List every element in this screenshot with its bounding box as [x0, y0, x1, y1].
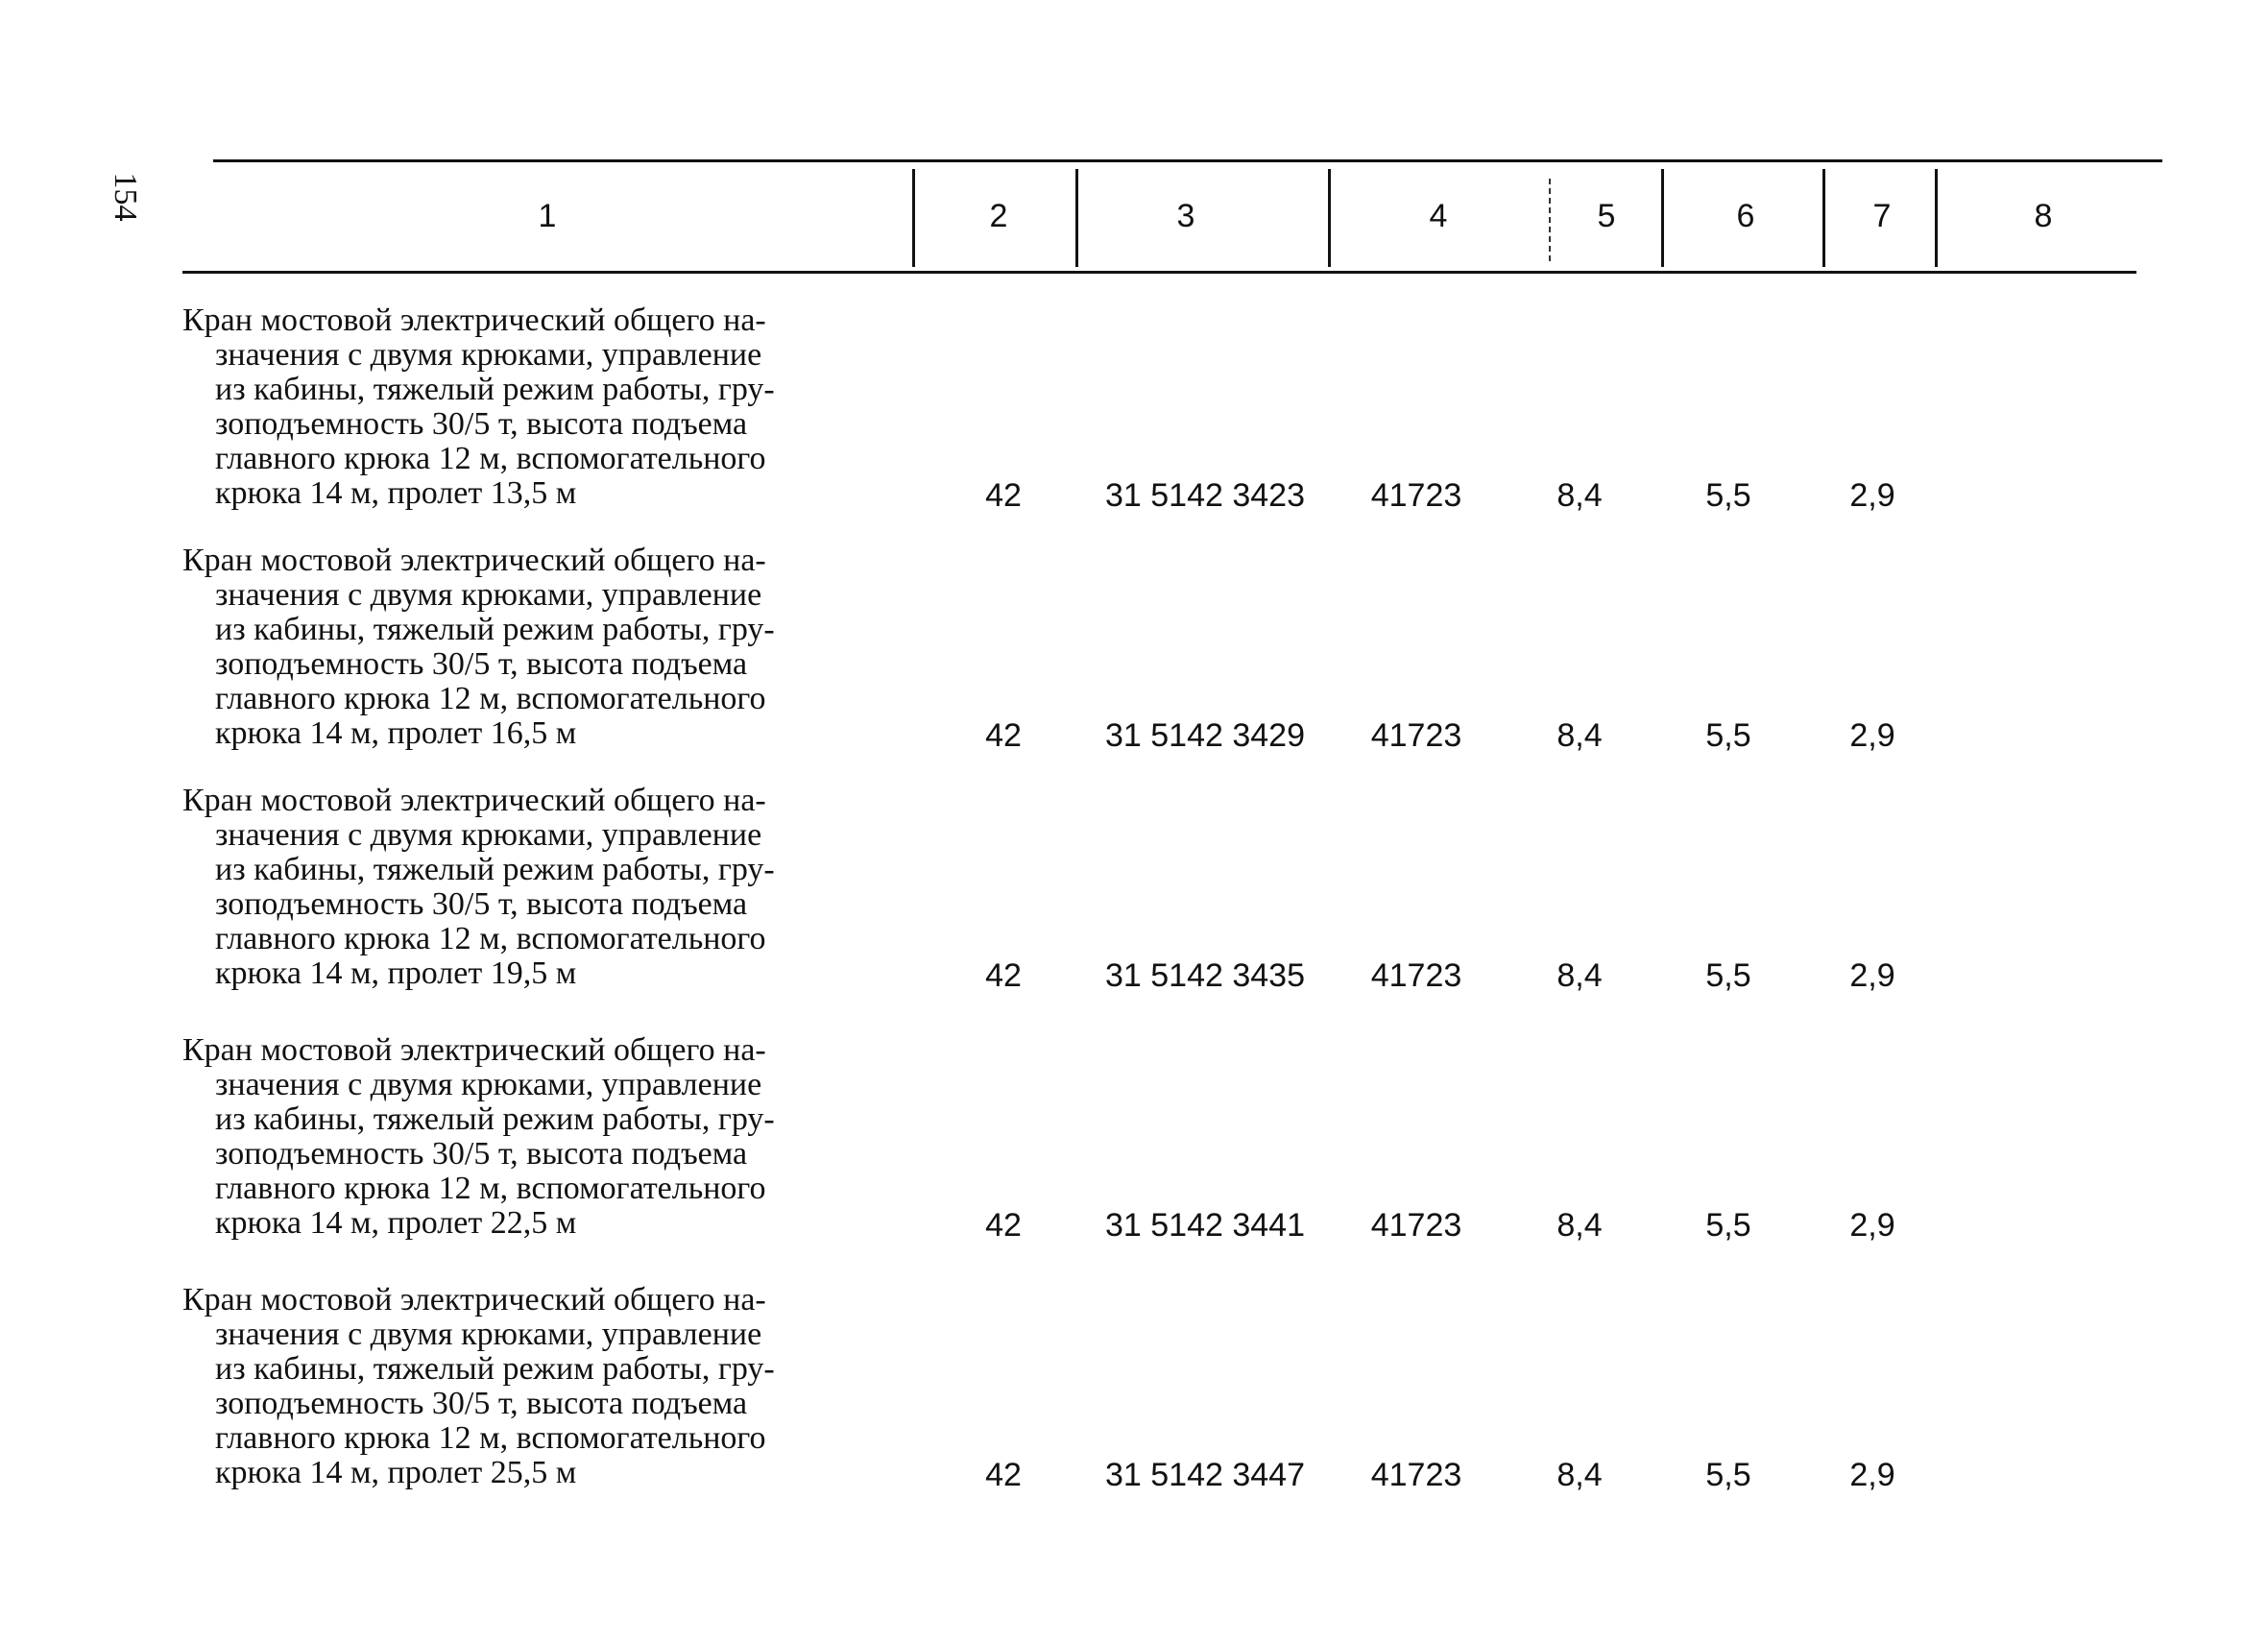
table-row — [0, 1283, 2268, 1494]
column-divider — [1822, 169, 1825, 267]
cell-description — [182, 544, 912, 751]
cell-col-5: 8,4 — [1556, 1457, 1603, 1493]
description-line: зоподъемность 30/5 т, высота подъема — [215, 1386, 748, 1421]
description-line: Кран мостовой электрический общего на- — [182, 543, 766, 578]
cell-col-4: 41723 — [1370, 1207, 1462, 1244]
cell-col-4: 41723 — [1370, 717, 1462, 754]
column-divider — [1935, 169, 1938, 267]
description-line: крюка 14 м, пролет 22,5 м — [215, 1205, 577, 1241]
table-header-rule — [182, 271, 2136, 274]
cell-col-2: 42 — [985, 1207, 1022, 1244]
cell-description — [182, 303, 912, 511]
description-line: Кран мостовой электрический общего на- — [182, 1282, 766, 1318]
column-divider — [1549, 179, 1551, 261]
cell-col-3: 31 5142 3429 — [1105, 717, 1305, 754]
description-line: крюка 14 м, пролет 13,5 м — [215, 475, 577, 511]
description-line: значения с двумя крюками, управление — [215, 817, 762, 853]
description-line: Кран мостовой электрический общего на- — [182, 783, 766, 818]
cell-col-6: 5,5 — [1705, 717, 1751, 754]
cell-col-2: 42 — [985, 1457, 1022, 1493]
cell-col-4: 41723 — [1370, 477, 1462, 514]
column-divider — [1075, 169, 1078, 267]
header-col-4: 4 — [1429, 198, 1448, 234]
cell-col-2: 42 — [985, 717, 1022, 754]
description-line: Кран мостовой электрический общего на- — [182, 1032, 766, 1068]
cell-col-3: 31 5142 3435 — [1105, 957, 1305, 994]
description-line: значения с двумя крюками, управление — [215, 1067, 762, 1102]
header-col-3: 3 — [1176, 198, 1195, 234]
description-line: главного крюка 12 м, вспомогательного — [215, 1420, 766, 1456]
description-line: крюка 14 м, пролет 19,5 м — [215, 955, 577, 991]
column-divider — [912, 169, 915, 267]
description-line: значения с двумя крюками, управление — [215, 1317, 762, 1352]
description-line: значения с двумя крюками, управление — [215, 577, 762, 613]
table-top-rule — [213, 159, 2162, 162]
cell-col-2: 42 — [985, 957, 1022, 994]
description-line: зоподъемность 30/5 т, высота подъема — [215, 646, 748, 682]
cell-col-5: 8,4 — [1556, 477, 1603, 514]
description-line: главного крюка 12 м, вспомогательного — [215, 681, 766, 716]
header-col-7: 7 — [1872, 198, 1892, 234]
cell-description — [182, 1283, 912, 1490]
header-col-2: 2 — [989, 198, 1008, 234]
table-row — [0, 1033, 2268, 1245]
cell-col-3: 31 5142 3441 — [1105, 1207, 1305, 1244]
column-divider — [1328, 169, 1331, 267]
description-line: главного крюка 12 м, вспомогательного — [215, 441, 766, 476]
cell-description — [182, 1033, 912, 1241]
description-line: главного крюка 12 м, вспомогательного — [215, 921, 766, 956]
cell-col-5: 8,4 — [1556, 1207, 1603, 1244]
description-line: из кабины, тяжелый режим работы, гру- — [215, 372, 775, 407]
cell-col-7: 2,9 — [1849, 957, 1895, 994]
page-number: 154 — [108, 172, 143, 222]
description-line: крюка 14 м, пролет 25,5 м — [215, 1455, 577, 1490]
cell-col-2: 42 — [985, 477, 1022, 514]
table-row — [0, 544, 2268, 755]
description-line: крюка 14 м, пролет 16,5 м — [215, 715, 577, 751]
cell-col-7: 2,9 — [1849, 1457, 1895, 1493]
cell-col-3: 31 5142 3423 — [1105, 477, 1305, 514]
description-line: главного крюка 12 м, вспомогательного — [215, 1171, 766, 1206]
table-row — [0, 303, 2268, 515]
cell-col-5: 8,4 — [1556, 717, 1603, 754]
header-col-8: 8 — [2034, 198, 2053, 234]
description-line: Кран мостовой электрический общего на- — [182, 302, 766, 338]
header-col-5: 5 — [1597, 198, 1616, 234]
cell-description — [182, 784, 912, 991]
description-line: зоподъемность 30/5 т, высота подъема — [215, 1136, 748, 1172]
column-divider — [1661, 169, 1664, 267]
description-line: зоподъемность 30/5 т, высота подъема — [215, 886, 748, 922]
cell-col-4: 41723 — [1370, 957, 1462, 994]
description-line: из кабины, тяжелый режим работы, гру- — [215, 1101, 775, 1137]
cell-col-7: 2,9 — [1849, 477, 1895, 514]
description-line: значения с двумя крюками, управление — [215, 337, 762, 373]
description-line: из кабины, тяжелый режим работы, гру- — [215, 852, 775, 887]
cell-col-4: 41723 — [1370, 1457, 1462, 1493]
cell-col-7: 2,9 — [1849, 717, 1895, 754]
description-line: из кабины, тяжелый режим работы, гру- — [215, 1351, 775, 1387]
cell-col-6: 5,5 — [1705, 1207, 1751, 1244]
table-row — [0, 784, 2268, 995]
cell-col-3: 31 5142 3447 — [1105, 1457, 1305, 1493]
cell-col-5: 8,4 — [1556, 957, 1603, 994]
cell-col-6: 5,5 — [1705, 477, 1751, 514]
header-col-1: 1 — [538, 198, 557, 234]
description-line: из кабины, тяжелый режим работы, гру- — [215, 612, 775, 647]
cell-col-6: 5,5 — [1705, 957, 1751, 994]
header-col-6: 6 — [1736, 198, 1755, 234]
description-line: зоподъемность 30/5 т, высота подъема — [215, 406, 748, 442]
cell-col-7: 2,9 — [1849, 1207, 1895, 1244]
cell-col-6: 5,5 — [1705, 1457, 1751, 1493]
